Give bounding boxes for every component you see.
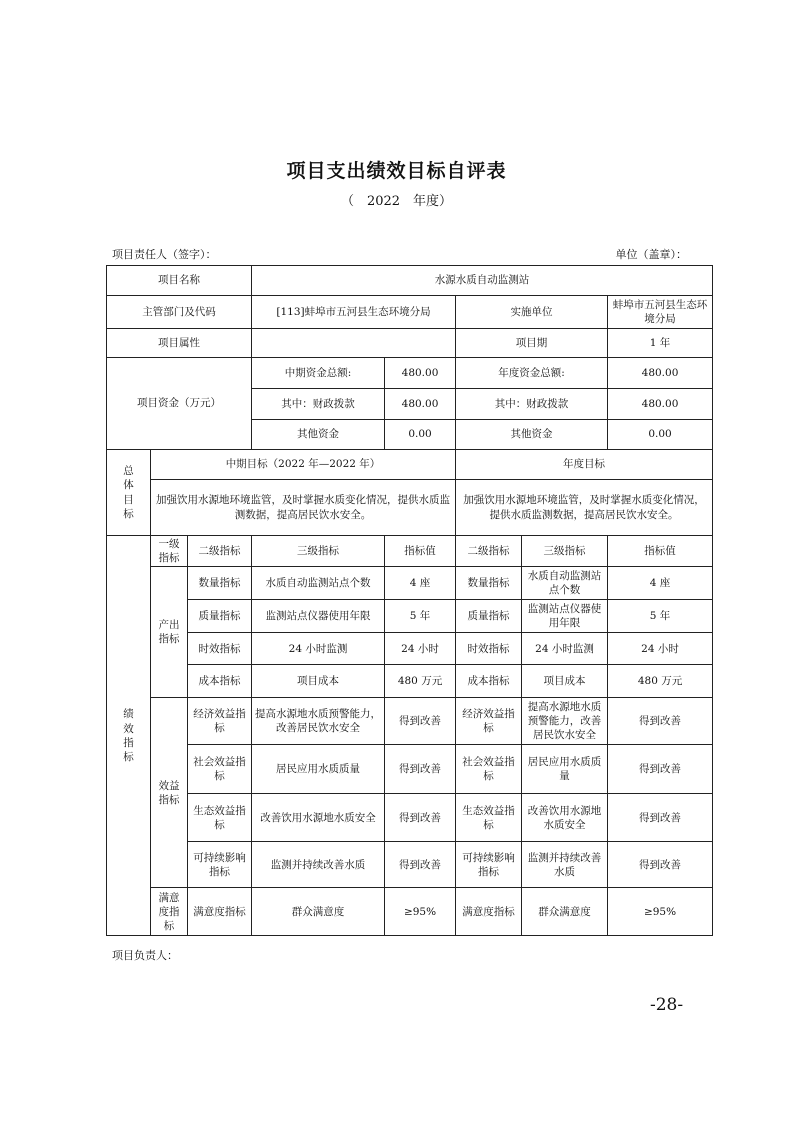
row-level2-annual: 生态效益指标 xyxy=(456,794,522,842)
table-row xyxy=(107,698,713,745)
row-value-annual: 4 座 xyxy=(608,567,713,600)
table-row xyxy=(107,842,713,888)
row-level3-annual: 群众满意度 xyxy=(522,888,608,936)
row-level3: 提高水源地水质预警能力，改善居民饮水安全 xyxy=(252,698,385,745)
row-level3: 水质自动监测站点个数 xyxy=(252,567,385,600)
row-value: 5 年 xyxy=(385,600,456,633)
impl-label: 实施单位 xyxy=(456,296,608,329)
row-level3-annual: 24 小时监测 xyxy=(522,633,608,665)
row-value: 得到改善 xyxy=(385,842,456,888)
annual-fiscal-value: 480.00 xyxy=(608,389,713,420)
row-value-annual: 得到改善 xyxy=(608,794,713,842)
row-level3-annual: 监测并持续改善水质 xyxy=(522,842,608,888)
row-level2: 社会效益指标 xyxy=(188,745,252,794)
table-row xyxy=(107,745,713,794)
annual-other-value: 0.00 xyxy=(608,420,713,450)
year-subtitle: （ 2022 年度） xyxy=(340,194,453,209)
row-level3-annual: 提高水源地水质预警能力，改善居民饮水安全 xyxy=(522,698,608,745)
row-value: 得到改善 xyxy=(385,698,456,745)
header-level3: 三级指标 xyxy=(252,536,385,567)
mid-other-value: 0.00 xyxy=(385,420,456,450)
row-value: 24 小时 xyxy=(385,633,456,665)
mid-goal-label: 中期目标（2022 年—2022 年） xyxy=(151,450,456,480)
row-level2-annual: 社会效益指标 xyxy=(456,745,522,794)
goal-text-row xyxy=(107,480,713,536)
row-level2-annual: 时效指标 xyxy=(456,633,522,665)
attr-label: 项目属性 xyxy=(107,329,252,358)
header-level2: 二级指标 xyxy=(188,536,252,567)
row-level3: 24 小时监测 xyxy=(252,633,385,665)
mid-total-value: 480.00 xyxy=(385,358,456,389)
table-row xyxy=(107,794,713,842)
overall-goal-label: 总体目标 xyxy=(107,450,151,536)
dept-value: [113]蚌埠市五河县生态环境分局 xyxy=(252,296,456,329)
row-level2-annual: 可持续影响指标 xyxy=(456,842,522,888)
row-value: 得到改善 xyxy=(385,794,456,842)
evaluation-table xyxy=(106,265,713,936)
row-level3-annual: 改善饮用水源地水质安全 xyxy=(522,794,608,842)
row-value-annual: 得到改善 xyxy=(608,842,713,888)
project-name-label: 项目名称 xyxy=(107,266,252,296)
header-level2-annual: 二级指标 xyxy=(456,536,522,567)
annual-fiscal-label: 其中：财政拨款 xyxy=(456,389,608,420)
responsible-signature-label: 项目责任人（签字）： xyxy=(112,248,217,261)
row-level3: 项目成本 xyxy=(252,665,385,698)
row-level3-annual: 项目成本 xyxy=(522,665,608,698)
period-label: 项目期 xyxy=(456,329,608,358)
row-level3-annual: 水质自动监测站点个数 xyxy=(522,567,608,600)
attribute-row xyxy=(107,329,713,358)
row-level2: 质量指标 xyxy=(188,600,252,633)
performance-label: 绩效指标 xyxy=(107,536,151,936)
row-level3: 居民应用水质质量 xyxy=(252,745,385,794)
annual-goal-text: 加强饮用水源地环境监管，及时掌握水质变化情况，提供水质监测数据，提高居民饮水安全。 xyxy=(456,480,713,536)
goal-header-row xyxy=(107,450,713,480)
dept-label: 主管部门及代码 xyxy=(107,296,252,329)
page-number: -28- xyxy=(650,995,684,1015)
project-name-value: 水源水质自动监测站 xyxy=(252,266,713,296)
row-level2: 满意度指标 xyxy=(188,888,252,936)
mid-fiscal-value: 480.00 xyxy=(385,389,456,420)
row-level3: 群众满意度 xyxy=(252,888,385,936)
header-level1: 一级指标 xyxy=(151,536,188,567)
period-value: 1 年 xyxy=(608,329,713,358)
row-level2: 生态效益指标 xyxy=(188,794,252,842)
row-level2-annual: 成本指标 xyxy=(456,665,522,698)
row-value-annual: ≥95% xyxy=(608,888,713,936)
impl-value: 蚌埠市五河县生态环境分局 xyxy=(608,296,713,329)
row-level2: 可持续影响指标 xyxy=(188,842,252,888)
row-level2: 时效指标 xyxy=(188,633,252,665)
attr-value xyxy=(252,329,456,358)
mid-goal-text: 加强饮用水源地环境监管，及时掌握水质变化情况，提供水质监测数据，提高居民饮水安全。 xyxy=(151,480,456,536)
row-value: ≥95% xyxy=(385,888,456,936)
row-level2: 成本指标 xyxy=(188,665,252,698)
row-level2-annual: 数量指标 xyxy=(456,567,522,600)
funds-total-row xyxy=(107,358,713,389)
row-level2: 数量指标 xyxy=(188,567,252,600)
indicator-header-row xyxy=(107,536,713,567)
project-leader-label: 项目负责人： xyxy=(112,949,178,962)
funds-label: 项目资金（万元） xyxy=(107,358,252,450)
table-row xyxy=(107,567,713,600)
row-level3: 监测并持续改善水质 xyxy=(252,842,385,888)
row-level3-annual: 监测站点仪器使用年限 xyxy=(522,600,608,633)
row-value-annual: 得到改善 xyxy=(608,745,713,794)
department-row xyxy=(107,296,713,329)
row-level2: 经济效益指标 xyxy=(188,698,252,745)
header-value-annual: 指标值 xyxy=(608,536,713,567)
header-value: 指标值 xyxy=(385,536,456,567)
benefit-indicator-label: 效益指标 xyxy=(151,698,188,888)
row-level3: 监测站点仪器使用年限 xyxy=(252,600,385,633)
row-level2-annual: 质量指标 xyxy=(456,600,522,633)
row-level3: 改善饮用水源地水质安全 xyxy=(252,794,385,842)
row-value-annual: 24 小时 xyxy=(608,633,713,665)
row-value-annual: 5 年 xyxy=(608,600,713,633)
satisfaction-indicator-label: 满意度指标 xyxy=(151,888,188,936)
output-indicator-label: 产出指标 xyxy=(151,567,188,698)
header-level3-annual: 三级指标 xyxy=(522,536,608,567)
annual-total-label: 年度资金总额: xyxy=(456,358,608,389)
annual-total-value: 480.00 xyxy=(608,358,713,389)
row-value: 得到改善 xyxy=(385,745,456,794)
table-row xyxy=(107,888,713,936)
row-level2-annual: 满意度指标 xyxy=(456,888,522,936)
row-value: 4 座 xyxy=(385,567,456,600)
table-row xyxy=(107,600,713,633)
row-value-annual: 得到改善 xyxy=(608,698,713,745)
mid-other-label: 其他资金 xyxy=(252,420,385,450)
row-level3-annual: 居民应用水质质量 xyxy=(522,745,608,794)
mid-total-label: 中期资金总额: xyxy=(252,358,385,389)
table-row xyxy=(107,633,713,665)
row-level2-annual: 经济效益指标 xyxy=(456,698,522,745)
page-title: 项目支出绩效目标自评表 xyxy=(286,160,507,182)
unit-seal-label: 单位（盖章）： xyxy=(615,248,687,261)
annual-goal-label: 年度目标 xyxy=(456,450,713,480)
annual-other-label: 其他资金 xyxy=(456,420,608,450)
row-value: 480 万元 xyxy=(385,665,456,698)
mid-fiscal-label: 其中：财政拨款 xyxy=(252,389,385,420)
table-row xyxy=(107,665,713,698)
project-name-row xyxy=(107,266,713,296)
row-value-annual: 480 万元 xyxy=(608,665,713,698)
